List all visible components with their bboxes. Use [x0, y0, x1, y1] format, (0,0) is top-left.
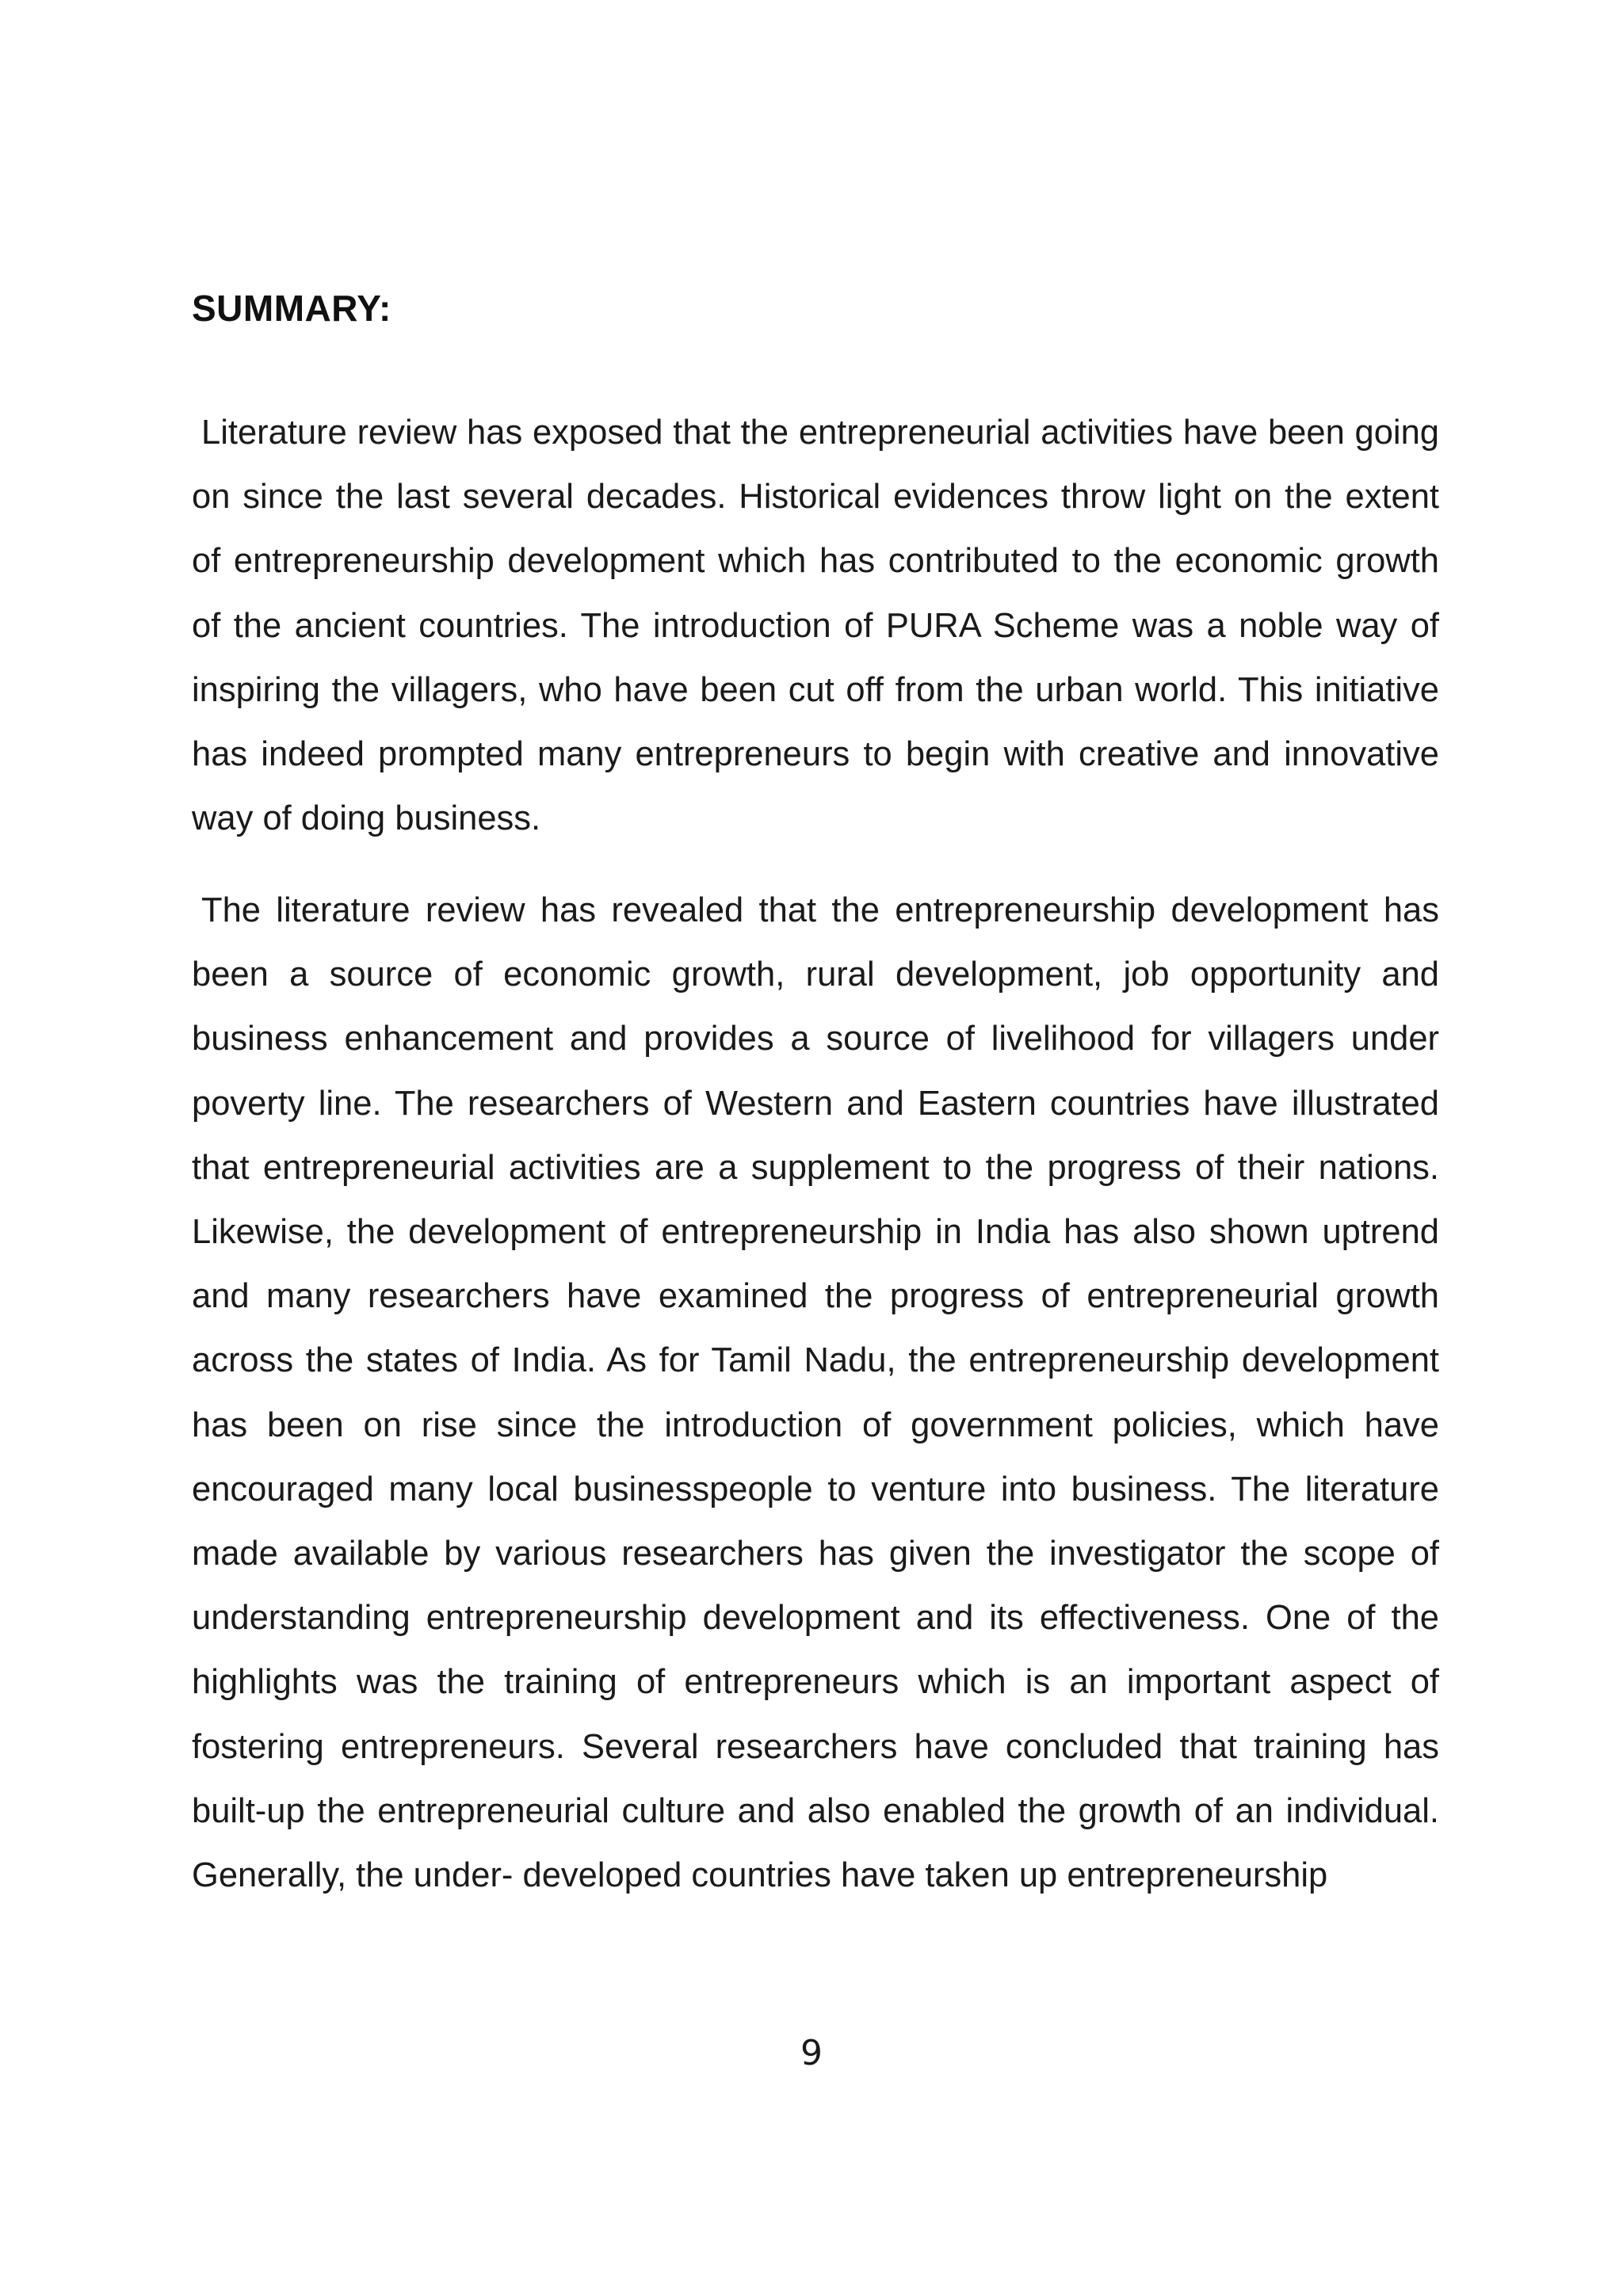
- section-heading: SUMMARY:: [192, 288, 391, 329]
- page-number: 9: [800, 2033, 823, 2073]
- summary-paragraph-1: Literature review has exposed that the entrepreneurial activities have been going on since the last several decades. Historical evidences throw light on the extent of entrepreneurship development which has contributed to the economic growth of the ancient countries. The introduction of PURA Scheme was a noble way of inspiring the villagers, who have been cut off from the urban world. This initiative has indeed prompted many entrepreneurs to begin with creative and innovative way of doing business.: [192, 414, 1439, 838]
- summary-paragraph-2: The literature review has revealed that the entrepreneurship development has been a source of economic growth, rural development, job opportunity and business enhancement and provides a source of livelihood for villagers under poverty line. The researchers of Western and Eastern countries have illustrated that entrepreneurial activities are a supplement to the progress of their nations. Likewise, the development of entrepreneurship in India has also shown uptrend and many researchers have examined the progress of entrepreneurial growth across the states of India. As for Tamil Nadu, the entrepreneurship development has been on rise since the introduction of government policies, which have encouraged many local businesspeople to venture into business. The literature made available by various researchers has given the investigator the scope of understanding entrepreneurship development and its effectiveness. One of the highlights was the training of entrepreneurs which is an important aspect of fostering entrepreneurs. Several researchers have concluded that training has built-up the entrepreneurial culture and also enabled the growth of an individual. Generally, the under- developed countries have taken up entrepreneurship: [192, 891, 1439, 1895]
